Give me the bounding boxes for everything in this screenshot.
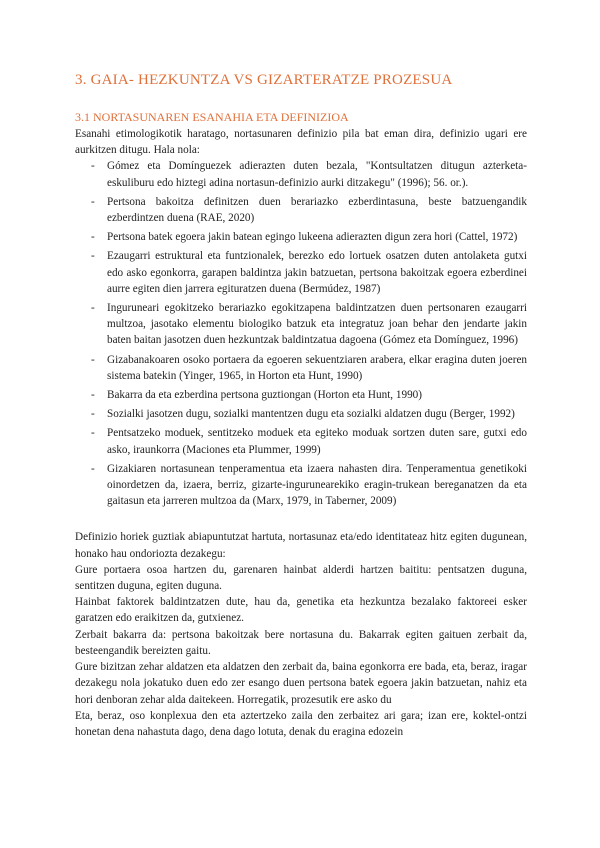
- paragraph: Definizio horiek guztiak abiapuntutzat hartuta, nortasunaz eta/edo identitateaz hitz egiten dugunean, honako hau ondorioztа dezakegu:: [75, 531, 527, 560]
- paragraph: Zerbait bakarra da: pertsona bakoitzak bere nortasuna du. Bakarrak egiten gaituen zerbait da, besteengandik bereizten gaitu.: [75, 628, 527, 657]
- paragraph: Hainbat faktorek baldintzatzen dute, hau da, genetika eta hezkuntza bezalako faktoreei esker garatzen edo eraikitzen da, gutxienez.: [75, 596, 527, 625]
- list-item: - Bakarra da eta ezberdina pertsona guztiongan (Horton eta Hunt, 1990): [75, 387, 527, 403]
- paragraph: Eta, beraz, oso konplexua den eta aztertzeko zaila den zerbaitez ari gara; izan ere, koktel-ontzi honetan dena nahastuta dago, dena dago lotuta, denak du eragina edozein: [75, 709, 527, 738]
- paragraph: Gure bizitzan zehar aldatzen eta aldatzen den zerbait da, baina egonkorra ere bada, eta, beraz, iragar dezakegu nola jokatuko duen edo zer esango duen pertsona batek egoera jakin batzuetan, nahiz eta hori denboran zehar alda daitekeen. Horregatik, prozesutik ere asko du: [75, 661, 527, 706]
- list-item: - Sozialki jasotzen dugu, sozialki mantentzen dugu eta sozialki aldatzen dugu (Berger, 1992): [75, 406, 527, 422]
- chapter-heading: 3. GAIA- HEZKUNTZA VS GIZARTERATZE PROZESUA: [75, 72, 453, 88]
- section-heading: 3.1 NORTASUNAREN ESANAHIA ETA DEFINIZIOA: [75, 110, 349, 124]
- paragraph: Gure portaera osoa hartzen du, garenaren hainbat alderdi hartzen baititu: pentsatzen duguna, sentitzen duguna, egiten duguna.: [75, 563, 527, 593]
- list-item: - Gizakiaren nortasunean tenperamentua eta izaera nahasten dira. Tenperamentua genetikoki oinordetzen da, izaera, berriz, gizarte-ingurunearekiko eragin-trukean bereganatzen da eta gaitasun eta jarreren multzoa da (Marx, 1979, in Taberner, 2009): [75, 461, 527, 510]
- definition-list: [75, 158, 527, 509]
- document-body: [75, 126, 527, 740]
- list-item: - Ezaugarri estruktural eta funtzionalek, berezko edo lortuek osatzen duten antolaketa gutxi edo asko egonkorra, garapen baldintza jakin batzuetan, pertsona bakoitzak egoera ezberdinei aurre egiten dien jarrera egituratzen duena (Bermúdez, 1987): [75, 248, 527, 297]
- list-item: - Gizabanakoaren osoko portaera da egoeren sekuentziaren arabera, elkar eragina duten joeren sistema batekin (Yinger, 1965, in Horton eta Hunt, 1990): [75, 352, 527, 384]
- intro-paragraph: Esanahi etimologikotik haratago, nortasunaren definizio pila bat eman dira, definizio ugari ere aurkitzen ditugu. Hala nola:: [75, 128, 527, 157]
- list-item: - Pertsona bakoitza definitzen duen berariazko ezberdintasuna, beste batzuengandik ezberdintzen duena (RAE, 2020): [75, 194, 527, 226]
- list-item: - Gómez eta Domínguezek adierazten duten bezala, "Kontsultatzen ditugun azterketa-eskuliburu edo hiztegi adina nortasun-definizio aurki ditzakegu" (1996); 56. or.).: [75, 158, 527, 190]
- list-item: - Inguruneari egokitzeko berariazko egokitzapena baldintzatzen duen pertsonaren ezaugarri multzoa, jasotako elementu biologiko batzuk eta integratuz joan behar den jendarte jakin baten baitan jasotzen duen hezkuntzak baldintzatua dagoena (Gómez eta Domínguez, 1996): [75, 300, 527, 349]
- list-item: - Pentsatzeko moduek, sentitzeko moduek eta egiteko moduak sortzen duten sare, gutxi edo asko, iraunkorra (Maciones eta Plummer, 1999): [75, 425, 527, 457]
- list-item: - Pertsona batek egoera jakin batean egingo lukeena adierazten digun zera hori (Cattel, 1972): [75, 229, 527, 245]
- spacer: [75, 512, 527, 529]
